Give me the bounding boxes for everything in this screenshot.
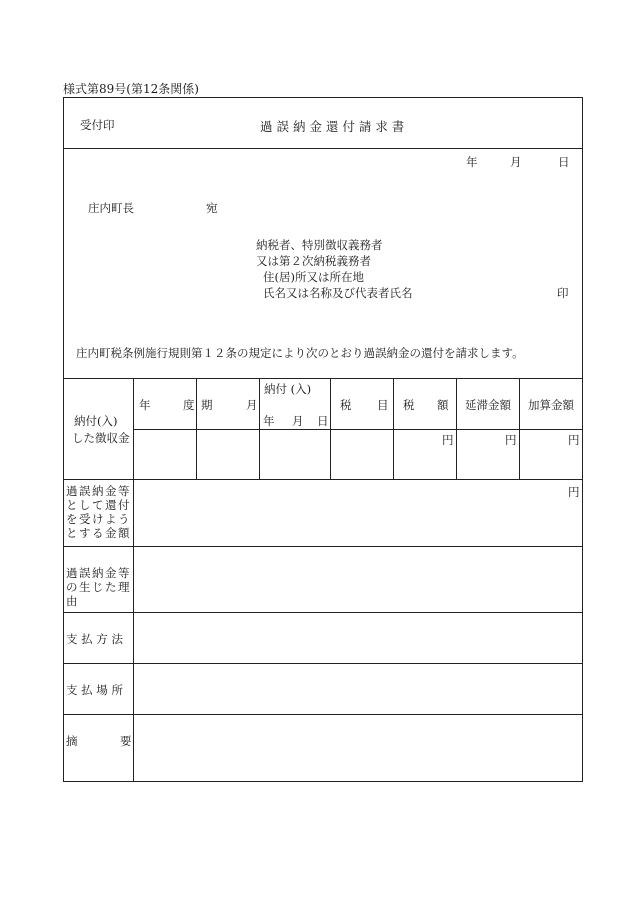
col-year-label-2: 度 bbox=[183, 398, 195, 412]
col-div-4 bbox=[393, 378, 394, 479]
col-paid-year: 年 bbox=[263, 414, 275, 428]
paid-row-label-2: した徴収金 bbox=[72, 431, 130, 445]
col-additional-label: 加算金額 bbox=[528, 398, 574, 412]
refund-amount-label: 過誤納金等として還付を受けようとする金額 bbox=[66, 484, 131, 540]
unit-tax-amount: 円 bbox=[442, 433, 454, 447]
label-column-divider bbox=[133, 378, 134, 782]
form-title: 過 誤 納 金 還 付 請 求 書 bbox=[260, 119, 405, 134]
unit-late-fee: 円 bbox=[505, 433, 517, 447]
col-div-2 bbox=[259, 378, 260, 479]
col-tax-amount-2: 額 bbox=[437, 398, 449, 412]
col-div-6 bbox=[519, 378, 520, 479]
divider-method bbox=[63, 663, 583, 664]
reason-label: 過誤納金等の生じた理由 bbox=[66, 566, 131, 608]
divider-table-top bbox=[63, 378, 583, 379]
paid-row-label-1: 納付(入) bbox=[74, 414, 118, 428]
col-div-1 bbox=[196, 378, 197, 479]
addressee-name: 庄内町長 bbox=[88, 201, 134, 215]
frame-bottom bbox=[63, 781, 583, 782]
date-month: 月 bbox=[510, 155, 522, 169]
payment-method-label: 支 払 方 法 bbox=[66, 632, 123, 646]
divider-table-mid bbox=[133, 429, 583, 430]
col-year-label: 年 bbox=[139, 398, 151, 412]
col-paid-day: 日 bbox=[317, 414, 329, 428]
col-tax-amount-1: 税 bbox=[403, 398, 415, 412]
form-number: 様式第89号(第12条関係) bbox=[63, 82, 199, 96]
divider-place bbox=[63, 714, 583, 715]
applicant-type-line2: 又は第２次納税義務者 bbox=[256, 254, 371, 268]
col-month-label: 月 bbox=[246, 398, 258, 412]
col-tax-item-1: 税 bbox=[340, 398, 352, 412]
col-period-label: 期 bbox=[201, 398, 213, 412]
divider-header bbox=[63, 148, 583, 149]
unit-additional: 円 bbox=[568, 433, 580, 447]
col-div-5 bbox=[456, 378, 457, 479]
addressee-suffix: 宛 bbox=[206, 201, 218, 215]
col-paid-label: 納付 (入) bbox=[264, 382, 312, 396]
payment-place-label: 支 払 場 所 bbox=[66, 683, 123, 697]
col-div-3 bbox=[330, 378, 331, 479]
col-tax-item-2: 目 bbox=[377, 398, 389, 412]
frame-right bbox=[582, 97, 583, 782]
applicant-name-label: 氏名又は名称及び代表者氏名 bbox=[263, 286, 413, 300]
col-late-fee-label: 延滞金額 bbox=[465, 398, 511, 412]
applicant-address-label: 住(居)所又は所在地 bbox=[263, 270, 364, 284]
stamp-label: 受付印 bbox=[80, 118, 115, 132]
applicant-type-line1: 納税者、特別徴収義務者 bbox=[256, 238, 383, 252]
date-year: 年 bbox=[466, 155, 478, 169]
divider-reason bbox=[63, 612, 583, 613]
col-paid-month: 月 bbox=[292, 414, 304, 428]
date-day: 日 bbox=[558, 155, 570, 169]
remarks-label-2: 要 bbox=[120, 734, 132, 748]
seal-mark: 印 bbox=[557, 286, 569, 300]
divider-refund bbox=[63, 546, 583, 547]
frame-left bbox=[63, 97, 64, 782]
refund-amount-unit: 円 bbox=[568, 485, 580, 499]
request-statement: 庄内町税条例施行規則第１２条の規定により次のとおり過誤納金の還付を請求します。 bbox=[76, 346, 524, 360]
frame-top bbox=[63, 97, 583, 98]
remarks-label-1: 摘 bbox=[66, 734, 78, 748]
divider-table-bottom bbox=[63, 479, 583, 480]
